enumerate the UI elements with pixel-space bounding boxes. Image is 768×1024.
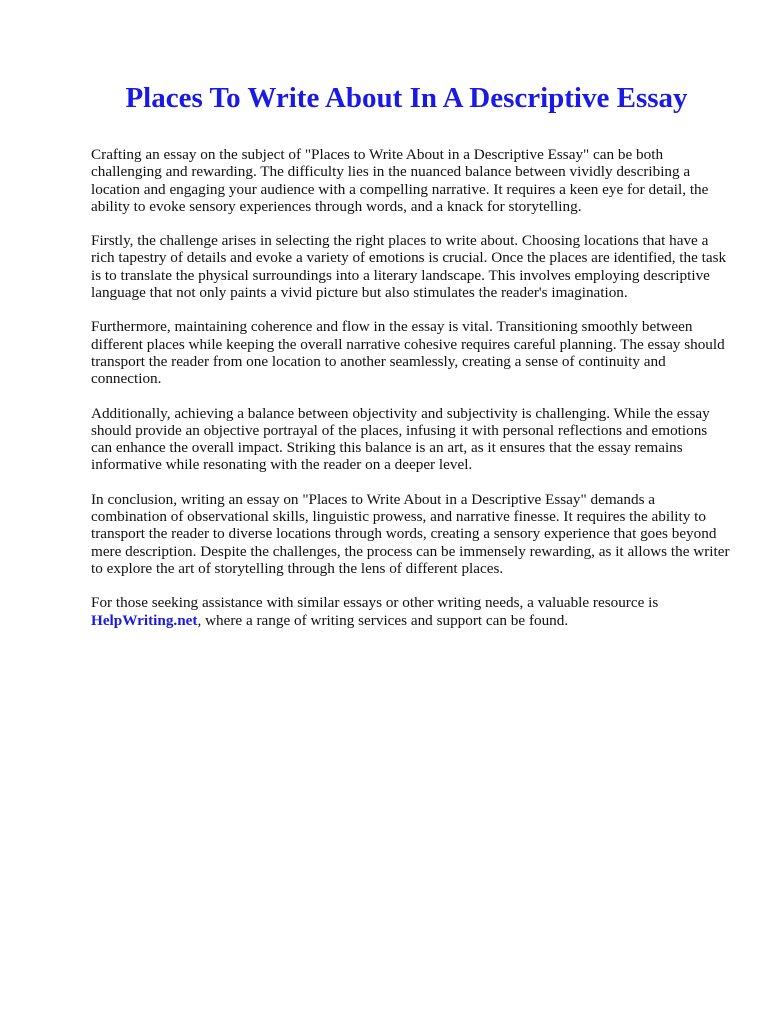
paragraph-additionally: Additionally, achieving a balance between objectivity and subjectivity is challenging. While the essay should provide an objective portrayal of the places, infusing it with personal reflections and emotions can enhance the overall impact. Striking this balance is an art, as it ensures that the essay remains informative while resonating with the reader on a deeper level. xyxy=(91,404,710,474)
paragraph-intro: Crafting an essay on the subject of "Places to Write About in a Descriptive Essay" can be both challenging and rewarding. The difficulty lies in the nuanced balance between vividly describing a location and engaging your audience with a compelling narrative. It requires a keen eye for detail, the ability to evoke sensory experiences through words, and a knack for storytelling. xyxy=(91,146,709,215)
paragraph-furthermore: Furthermore, maintaining coherence and flow in the essay is vital. Transitioning smoothly between different places while keeping the overall narrative cohesive requires careful planning. The essay should transport the reader from one location to another seamlessly, creating a sense of continuity and connection. xyxy=(91,318,725,388)
paragraph-firstly: Firstly, the challenge arises in selecting the right places to write about. Choosing locations that have a rich tapestry of details and evoke a variety of emotions is crucial. Once the places are identified, the task is to translate the physical surroundings into a literary landscape. This involves employing descriptive language that not only paints a vivid picture but also stimulates the reader's imagination. xyxy=(91,232,727,302)
closing-text-after: , where a range of writing services and support can be found. xyxy=(197,611,569,629)
document-body xyxy=(91,146,731,646)
paragraph-closing xyxy=(91,594,731,629)
helpwriting-link[interactable]: HelpWriting.net xyxy=(91,611,198,629)
paragraph-conclusion: In conclusion, writing an essay on "Places to Write About in a Descriptive Essay" demands a combination of observational skills, linguistic prowess, and narrative finesse. It requires the ability to transport the reader to diverse locations through words, creating a sensory experience that goes beyond mere description. Despite the challenges, the process can be immensely rewarding, as it allows the writer to explore the art of storytelling through the lens of different places. xyxy=(91,490,730,577)
closing-text-before: For those seeking assistance with similar essays or other writing needs, a valuable resource is xyxy=(91,594,659,612)
document-title: Places To Write About In A Descriptive Essay xyxy=(125,82,688,114)
